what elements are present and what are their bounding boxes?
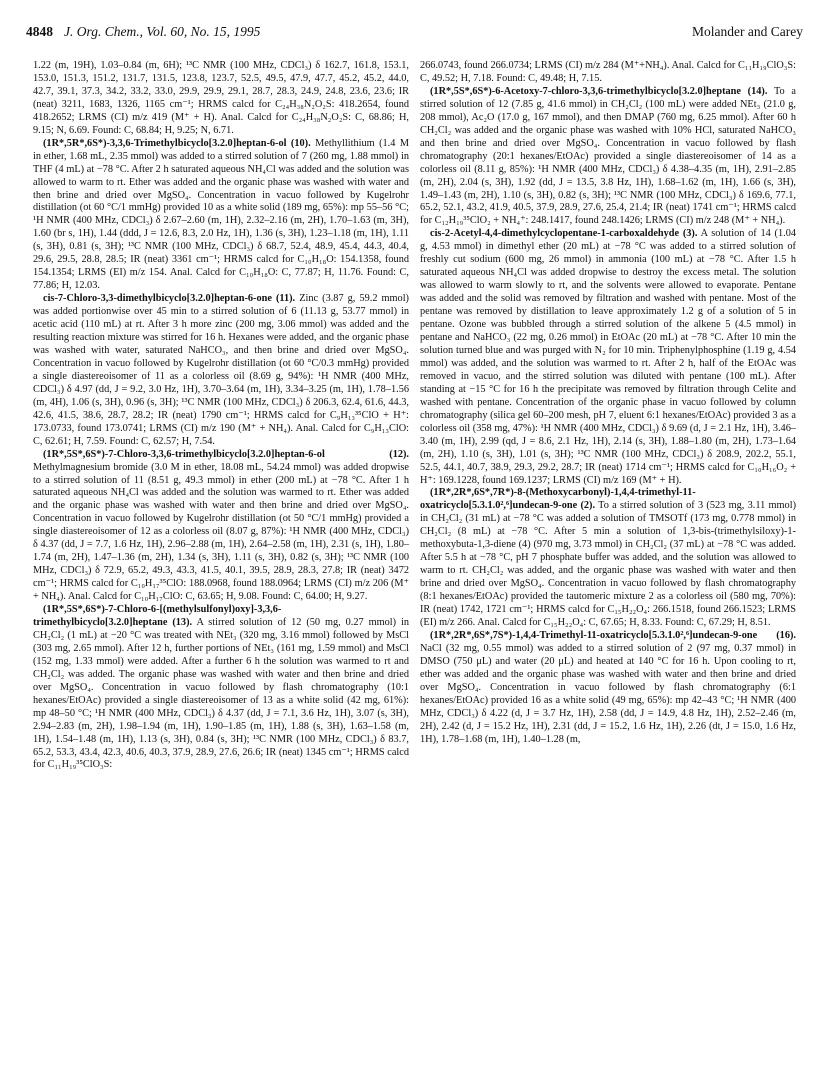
compound-title: (1R*,2R*,6S*,7R*)-8-(Methoxycarbonyl)-1,4,4-trimethyl-11-oxatricyclo[5.3.1.0²,⁶]undecan-9-one (2).	[420, 487, 696, 512]
paragraph-text: A solution of 14 (1.04 g, 4.53 mmol) in dimethyl ether (20 mL) at −78 °C was added to a stirred solution of freshly cut sodium (600 mg, 26 mmol) in ammonia (100 mL) at −78 °C. After 1.5 h saturated aqueous NH₄Cl was added dropwise to destroy the excess metal. The solution was allowed to warm slowly to rt, and the solvents were allowed to evaporate. Pentane was added and the solid was removed by filtration and washed with pentane. Most of the pentane was removed by distillation to leave approximately 1.2 g of a solution of 5 in pentane. Ozone was bubbled through a stirred solution of the alkene 5 (4.5 mmol) in pentane and NaHCO₃ (22 mg, 0.26 mmol) in EtOAc (20 mL) at −78 °C. After 10 min the solution turned blue and was purged with N₂ for 10 min. Triphenylphosphine (1.19 g, 4.54 mmol) was added, and the solution was warmed to rt. After 2 h, half of the EtOAc was removed in vacuo, and the stirred solution was diluted with pentane (100 mL). After standing at −15 °C for 16 h the precipitate was removed by filtration through Celite and washed with pentane. Concentration of the organic phase in vacuo followed by column chromatography (silica gel 60–200 mesh, pH 7, eluent 6:1 hexanes/EtOAc) provided 3 as a colorless oil (358 mg, 47%): ¹H NMR (400 MHz, CDCl₃) δ 9.69 (d, J = 2.1 Hz, 1H), 3.46–3.40 (m, 1H), 2.99 (qd, J = 8.6, 2.1 Hz, 1H), 2.14 (s, 3H), 1.88–1.80 (m, 2H), 1.73–1.64 (m, 2H), 1.10 (s, 3H), 1.01 (s, 3H); ¹³C NMR (100 MHz, CDCl₃) δ 208.9, 202.2, 55.1, 52.5, 44.1, 40.7, 38.9, 29.3, 29.2, 28.7; IR (neat) 1714 cm⁻¹; HRMS calcd for C₁₀H₁₆O₂ + H⁺: 169.1228, found 169.1237; LRMS (CI) m/z 169 (M⁺ + H).	[420, 228, 796, 486]
running-authors: Molander and Carey	[692, 24, 803, 39]
running-header	[26, 24, 803, 44]
paragraph-text: A stirred solution of 12 (50 mg, 0.27 mmol) in CH₂Cl₂ (1 mL) at −20 °C was treated with NEt₃ (320 mg, 3.16 mmol) followed by MsCl (303 mg, 2.65 mmol). After 12 h, further portions of NEt₃ (161 mg, 1.59 mmol) and MsCl (152 mg, 1.33 mmol) were added. After a further 6 h the solution was warmed to rt and CH₂Cl₂ was added. The organic phase was washed with water and then brine and dried over MgSO₄. Concentration in vacuo followed by flash chromatography (10:1 hexanes/EtOAc) provided a single diastereoisomer of 13 as a white solid (42 mg, 61%): mp 48–50 °C; ¹H NMR (400 MHz, CDCl₃) δ 4.37 (dd, J = 7.1, 3.6 Hz, 1H), 3.07 (s, 3H), 2.94–2.83 (m, 2H), 1.98–1.94 (m, 1H), 1.90–1.85 (m, 1H), 1.88 (s, 3H), 1.63–1.58 (m, 1H), 1.54–1.48 (m, 1H), 1.13 (s, 3H), 0.84 (s, 3H); ¹³C NMR (100 MHz, CDCl₃) δ 83.7, 65.2, 53.3, 43.4, 42.3, 40.6, 40.3, 37.9, 28.9, 27.6, 26.6; IR (neat) 1345 cm⁻¹; HRMS calcd for C₁₁H₁₉³⁵ClO₃S:	[33, 616, 410, 771]
compound-title: cis-2-Acetyl-4,4-dimethylcyclopentane-1-carboxaldehyde (3).	[430, 228, 698, 240]
paragraph-text: 266.0743, found 266.0734; LRMS (CI) m/z 284 (M⁺+NH₄). Anal. Calcd for C₁₁H₁₉ClO₃S: C, 49.52; H, 7.18. Found: C, 49.48; H, 7.15.	[420, 60, 796, 84]
paragraph-text: To a stirred solution of 12 (7.85 g, 41.6 mmol) in CH₂Cl₂ (100 mL) were added NEt₃ (21.0 g, 208 mmol), Ac₂O (17.0 g, 167 mmol), and then DMAP (760 mg, 6.25 mmol). After 60 h CH₂Cl₂ was added and the organic phase was washed with 10% HCl, saturated NaHCO₃ and then brine and dried over MgSO₄. Concentration in vacuo followed by flash chromatography (20:1 hexanes/EtOAc) provided a single diastereoisomer of 14 as a colorless oil (8.11 g, 85%): ¹H NMR (400 MHz, CDCl₃) δ 4.38–4.35 (m, 1H), 2.91–2.85 (m, 2H), 2.04 (s, 3H), 1.92 (dd, J = 13.5, 3.8 Hz, 1H), 1.68–1.62 (m, 1H), 1.66 (s, 3H), 1.49–1.43 (m, 2H), 1.10 (s, 3H), 0.82 (s, 3H); ¹³C NMR (100 MHz, CDCl₃) δ 169.6, 77.1, 65.2, 52.1, 43.2, 41.9, 40.5, 37.9, 28.9, 27.6, 25.4, 21.4; IR (neat) 1741 cm⁻¹; HRMS calcd for C₁₂H₁₉³⁵ClO₂ + NH₄⁺: 248.1417, found 248.1426; LRMS (CI) m/z 248 (M⁺ + NH₄).	[420, 85, 796, 227]
procedure-compound-14	[420, 86, 796, 228]
paragraph-continued	[33, 60, 409, 138]
procedure-compound-2	[420, 487, 796, 629]
procedure-compound-16	[420, 630, 796, 747]
compound-title: (1R*,2R*,6S*,7S*)-1,4,4-Trimethyl-11-oxatricyclo[5.3.1.0²,⁶]undecan-9-one (16).	[430, 629, 796, 641]
paragraph-text: Methylmagnesium bromide (3.0 M in ether, 18.08 mL, 54.24 mmol) was added dropwise to a stirred solution of 11 (8.51 g, 49.3 mmol) in ether (200 mL) at −78 °C. After 1 h saturated aqueous NH₄Cl was added and the solution was warmed to rt. Ether was added and the organic phase was washed with water and then brine and dried over MgSO₄. Concentration in vacuo followed by Kugelrohr distillation (ot 50 °C/1 mmHg) provided a single diastereoisomer of 12 as a colorless oil (8.07 g, 87%): ¹H NMR (400 MHz, CDCl₃) δ 4.37 (dd, J = 7.7, 1.6 Hz, 1H), 2.96–2.88 (m, 1H), 2.64–2.58 (m, 1H), 2.31 (s, 1H), 1.80–1.74 (m, 2H), 1.47–1.36 (m, 2H), 1.34 (s, 3H), 1.11 (s, 3H), 0.82 (s, 3H); ¹³C NMR (100 MHz, CDCl₃) δ 72.9, 65.2, 49.3, 43.3, 41.5, 40.1, 39.5, 28.9, 28.3, 27.8; IR (neat) 3472 cm⁻¹; HRMS calcd for C₁₀H₁₇³⁵ClO: 188.0968, found 188.0964; LRMS (CI) m/z 206 (M⁺ + NH₄). Anal. Calcd for C₁₀H₁₇ClO: C, 63.65; H, 9.08. Found: C, 64.00; H, 9.27.	[33, 461, 409, 603]
journal-citation: J. Org. Chem., Vol. 60, No. 15, 1995	[64, 24, 261, 39]
paragraph-continued	[420, 60, 796, 86]
paragraph-text: Methyllithium (1.4 M in ether, 1.68 mL, 2.35 mmol) was added to a stirred solution of 7 (260 mg, 1.88 mmol) in THF (4 mL) at −78 °C. After 2 h saturated aqueous NH₄Cl was added and the solution was allowed to warm to rt. Ether was added and the organic phase was washed with water and then brine and dried over MgSO₄. Concentration in vacuo followed by Kugelrohr distillation (ot 60 °C/1 mmHg) provided 10 as a white solid (189 mg, 65%): mp 55–56 °C; ¹H NMR (400 MHz, CDCl₃) δ 2.67–2.60 (m, 1H), 2.32–2.16 (m, 2H), 1.70–1.63 (m, 3H), 1.60 (br s, 1H), 1.44 (ddd, J = 12.6, 8.3, 2.0 Hz, 1H), 1.36 (s, 3H), 1.23–1.18 (m, 1H), 1.11 (s, 3H), 0.81 (s, 3H); ¹³C NMR (100 MHz, CDCl₃) δ 68.7, 52.4, 48.9, 45.4, 44.3, 40.4, 29.6, 29.5, 28.8, 28.5; IR (neat) 3361 cm⁻¹; HRMS calcd for C₁₀H₁₈O: 154.1358, found 154.1354; LRMS (EI) m/z 154. Anal. Calcd for C₁₀H₁₈O: C, 77.87; H, 11.76. Found: C, 77.86; H, 12.03.	[33, 137, 410, 292]
paragraph-text: 1.22 (m, 19H), 1.03–0.84 (m, 6H); ¹³C NMR (100 MHz, CDCl₃) δ 162.7, 161.8, 153.1, 153.0, 151.3, 151.2, 131.7, 131.5, 123.8, 123.7, 52.5, 49.5, 47.9, 47.7, 45.2, 45.2, 44.0, 42.7, 39.1, 37.3, 34.2, 33.2, 33.0, 29.9, 29.9, 29.1, 28.7, 28.3, 24.9, 24.8, 23.6, 23.6; IR (neat) 3211, 1683, 1326, 1165 cm⁻¹; HRMS calcd for C₂₄H₃₈N₂O₂S: 418.2654, found 418.2652; LRMS (CI) m/z 419 (M⁺ + H). Anal. Calcd for C₂₄H₃₈N₂O₂S: C, 68.86; H, 9.15; N, 6.69. Found: C, 68.84; H, 9.25; N, 6.71.	[33, 60, 409, 136]
paragraph-text: Zinc (3.87 g, 59.2 mmol) was added portionwise over 45 min to a stirred solution of 6 (11.13 g, 53.77 mmol) in acetic acid (110 mL) at rt. After 3 h more zinc (200 mg, 3.06 mmol) was added and the resulting reaction mixture was stirred for 16 h. Hexanes were added, and the organic phase was washed with water, saturated NaHCO₃, and then brine and dried over MgSO₄. Concentration in vacuo followed by Kugelrohr distillation (ot 60 °C/0.3 mmHg) provided a single diastereoisomer of 11 as a colorless oil (8.69 g, 94%): ¹H NMR (400 MHz, CDCl₃) δ 4.97 (dd, J = 9.2, 3.0 Hz, 1H), 3.70–3.64 (m, 1H), 3.34–3.25 (m, 1H), 1.78–1.56 (m, 4H), 1.06 (s, 3H), 0.96 (s, 3H); ¹³C NMR (100 MHz, CDCl₃) δ 206.3, 62.4, 61.6, 44.3, 42.6, 41.5, 38.6, 28.7, 28.2; IR (neat) 1790 cm⁻¹; HRMS calcd for C₉H₁₃³⁵ClO + H⁺: 173.0733, found 173.0741; LRMS (CI) m/z 190 (M⁺ + NH₄). Anal. Calcd for C₉H₁₃ClO: C, 62.61; H, 7.59. Found: C, 62.57; H, 7.54.	[33, 293, 409, 447]
procedure-compound-10	[33, 138, 409, 293]
page-number: 4848	[26, 24, 53, 39]
procedure-compound-3	[420, 228, 796, 487]
procedure-compound-12	[33, 449, 409, 604]
paragraph-text: NaCl (32 mg, 0.55 mmol) was added to a stirred solution of 2 (97 mg, 0.37 mmol) in DMSO (750 μL) and water (20 μL) and heated at 140 °C for 16 h. Upon cooling to rt, ether was added and the organic phase was washed with water and then brine and dried over MgSO₄. Concentration in vacuo followed by flash chromatography (6:1 hexanes/EtOAc) provided 16 as a white solid (49 mg, 65%): mp 42–43 °C; ¹H NMR (400 MHz, CDCl₃) δ 4.22 (d, J = 3.7 Hz, 1H), 2.58 (dd, J = 14.9, 4.8 Hz, 1H), 2.52–2.46 (m, 2H), 2.42 (d, J = 15.2 Hz, 1H), 2.31 (dd, J = 15.2, 1.6 Hz, 1H), 2.26 (dt, J = 15.0, 1.6 Hz, 1H), 1.78–1.68 (m, 1H), 1.40–1.28 (m,	[420, 642, 796, 745]
procedure-compound-13	[33, 604, 409, 772]
compound-title: (1R*,5S*,6S*)-6-Acetoxy-7-chloro-3,3,6-trimethylbicyclo[3.2.0]heptane (14).	[430, 85, 768, 97]
left-column	[33, 60, 409, 772]
right-column	[420, 60, 796, 747]
compound-title: cis-7-Chloro-3,3-dimethylbicyclo[3.2.0]heptan-6-one (11).	[43, 293, 296, 305]
compound-title: (1R*,5R*,6S*)-3,3,6-Trimethylbicyclo[3.2.0]heptan-6-ol (10).	[43, 137, 311, 149]
paragraph-text: To a stirred solution of 3 (523 mg, 3.11 mmol) in CH₂Cl₂ (31 mL) at −78 °C was added a solution of TMSOTf (173 mg, 0.778 mmol) in CH₂Cl₂ (8 mL) at −78 °C. After 5 min a solution of 1,3-bis-(trimethylsiloxy)-1-methoxybuta-1,3-diene (4) (970 mg, 3.73 mmol) in CH₂Cl₂ (37 mL) at −78 °C was added. After 5.5 h at −78 °C, pH 7 phosphate buffer was added, and the solution was allowed to warm to rt. CH₂Cl₂ was added, and the organic phase was washed with water and then brine and dried over MgSO₄. Concentration in vacuo followed by flash chromatography (8:1 hexanes/EtOAc) provided the tautomeric mixture 2 as a colorless oil (580 mg, 70%): IR (neat) 1742, 1721 cm⁻¹; HRMS calcd for C₁₅H₂₂O₄: 266.1518, found 266.1523; LRMS (EI) m/z 266. Anal. Calcd for C₁₅H₂₂O₄: C, 67.65; H, 8.33. Found: C, 67.29; H, 8.51.	[420, 500, 796, 628]
compound-title: (1R*,5S*,6S*)-7-Chloro-3,3,6-trimethylbicyclo[3.2.0]heptan-6-ol (12).	[43, 448, 409, 460]
compound-title: (1R*,5S*,6S*)-7-Chloro-6-[(methylsulfonyl)oxy]-3,3,6-trimethylbicyclo[3.2.0]heptane (13).	[33, 604, 282, 628]
procedure-compound-11	[33, 293, 409, 448]
